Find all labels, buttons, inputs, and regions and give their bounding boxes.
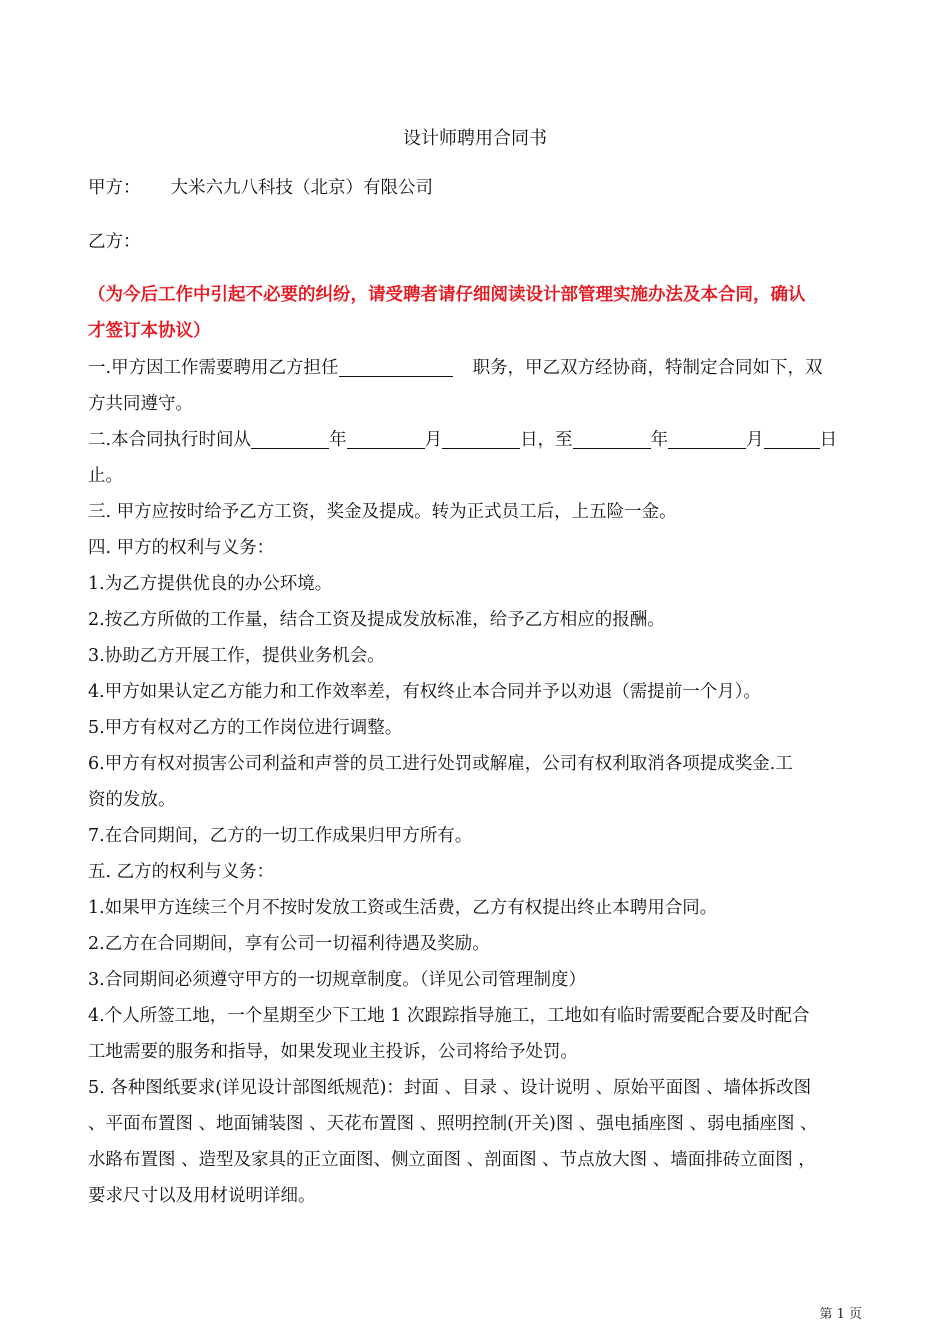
end-day-label: 日 [819,430,838,450]
page-number: 第 1 页 [819,1307,862,1322]
party-b-label: 乙方： [88,232,141,252]
party-a-name: 大米六九八科技（北京）有限公司 [170,178,433,198]
party-b-line [88,224,864,260]
clause-1-line-2: 方共同遵守。 [88,394,193,414]
end-year-label: 年 [650,430,669,450]
clause-1-pre: 一.甲方因工作需要聘用乙方担任 [88,358,339,378]
end-month-blank [668,426,746,449]
party-a-label: 甲方： [88,178,141,198]
clause-1-line-1 [88,350,864,386]
clause-2-line-1 [88,422,864,458]
clause-4-item-3: 3.协助乙方开展工作，提供业务机会。 [88,646,385,666]
notice-line-2: 才签订本协议） [88,321,211,341]
end-year-blank [573,426,651,449]
clause-1-post: 职务，甲乙双方经协商，特制定合同如下，双 [472,358,823,378]
clause-5-item-5-line-4: 要求尺寸以及用材说明详细。 [88,1186,316,1206]
end-day-blank [764,426,820,449]
clause-4-item-4: 4.甲方如果认定乙方能力和工作效率差，有权终止本合同并予以劝退（需提前一个月）。 [88,682,761,702]
clause-5-title: 五. 乙方的权利与义务： [88,862,275,882]
start-day-blank [442,426,520,449]
end-month-label: 月 [746,430,764,450]
start-year-blank [251,426,329,449]
party-a-line [88,170,864,206]
clause-5-item-5-line-1: 5. 各种图纸要求(详见设计部图纸规范)：封面 、目录 、设计说明 、原始平面图 、墙体拆改图 [88,1078,812,1098]
clause-2-line-2: 止。 [88,466,123,486]
clause-4-item-2: 2.按乙方所做的工作量，结合工资及提成发放标准，给予乙方相应的报酬。 [88,610,665,630]
start-year-label: 年 [329,430,347,450]
clause-2 [88,422,864,494]
clause-1 [88,350,864,422]
clause-3: 三. 甲方应按时给予乙方工资，奖金及提成。转为正式员工后，上五险一金。 [88,502,677,522]
clause-5-item-2: 2.乙方在合同期间，享有公司一切福利待遇及奖励。 [88,934,490,954]
clause-4-title: 四. 甲方的权利与义务： [88,538,275,558]
clause-5-item-5-line-2: 、平面布置图 、地面铺装图 、天花布置图 、照明控制(开关)图 、强电插座图 、弱电插座图 、 [88,1114,818,1134]
position-blank [339,354,453,377]
clause-4-item-7: 7.在合同期间，乙方的一切工作成果归甲方所有。 [88,826,473,846]
clause-5-item-5-line-3: 水路布置图 、造型及家具的正立面图、侧立面图 、剖面图 、节点放大图 、墙面排砖立面图 ， [88,1150,816,1170]
clause-5-item-1: 1.如果甲方连续三个月不按时发放工资或生活费，乙方有权提出终止本聘用合同。 [88,898,718,918]
start-month-blank [347,426,425,449]
clause-4-item-1: 1.为乙方提供优良的办公环境。 [88,574,333,594]
clause-2-pre: 二.本合同执行时间从 [88,430,252,450]
start-month-label: 月 [424,430,443,450]
document-title: 设计师聘用合同书 [403,128,547,149]
clause-4-item-5: 5.甲方有权对乙方的工作岗位进行调整。 [88,718,403,738]
notice [88,276,864,350]
clause-5-item-3: 3.合同期间必须遵守甲方的一切规章制度。（详见公司管理制度） [88,970,586,990]
document-body [88,170,864,1214]
clause-4-item-6-line-1: 6.甲方有权对损害公司利益和声誉的员工进行处罚或解雇，公司有权利取消各项提成奖金.工 [88,754,793,774]
clause-5-item-4-line-1: 4.个人所签工地，一个星期至少下工地 1 次跟踪指导施工，工地如有临时需要配合要及时配合 [88,1006,810,1026]
notice-line-1: （为今后工作中引起不必要的纠纷，请受聘者请仔细阅读设计部管理实施办法及本合同，确认 [88,285,806,305]
clause-4-item-6-line-2: 资的发放。 [88,790,176,810]
clause-5-item-4-line-2: 工地需要的服务和指导，如果发现业主投诉，公司将给予处罚。 [88,1042,578,1062]
start-day-label: 日，至 [520,430,573,450]
